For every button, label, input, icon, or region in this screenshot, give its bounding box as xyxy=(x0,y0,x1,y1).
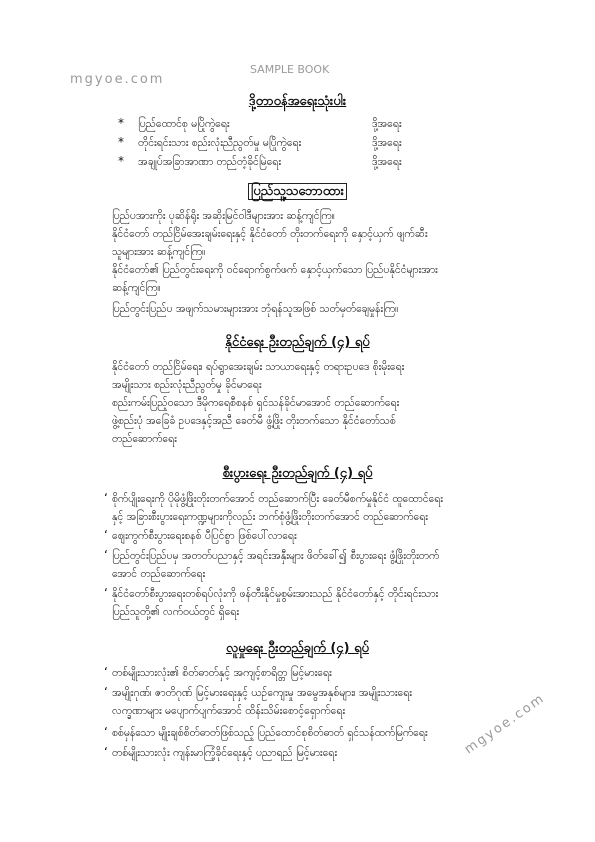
bullet-tick-icon: ʻ xyxy=(104,586,108,600)
bullet-star-icon: * xyxy=(118,116,124,130)
section1-item-2-tag: ဒို့အရေး xyxy=(372,137,402,149)
section1-title-wrap xyxy=(0,93,595,112)
section3-line-1: နိုင်ငံတော် တည်ငြိမ်ရေး၊ ရပ်ရွာအေးချမ်း သာယာရေးနှင့် တရားဥပဒေ စိုးမိုးရေး xyxy=(112,361,405,373)
section2-title-wrap xyxy=(0,183,595,202)
section5-line-1: တစ်မျိုးသားလုံး၏ စိတ်ဓာတ်နှင့် အကျင့်စာရိတ္တ မြင့်မားရေး xyxy=(112,667,332,679)
bullet-tick-icon: ʻ xyxy=(104,685,108,699)
section1-item-1-tag: ဒို့အရေး xyxy=(372,118,402,130)
section5-line-2: အမျိုးဂုဏ်၊ ဇာတိဂုဏ် မြင့်မားရေးနှင့် ယဉ်ကျေးမှု အမွေအနှစ်များ၊ အမျိုးသားရေး xyxy=(112,687,412,699)
section4-title: စီးပွားရေး ဦးတည်ချက် (၄) ရပ် xyxy=(222,466,373,481)
bullet-tick-icon: ʻ xyxy=(104,725,108,739)
section3-line-4: ဖွဲ့စည်းပုံ အခြေခံ ဥပဒေနှင့်အညီ ခေတ်မီ ဖွံ့ဖြိုး တိုးတက်သော နိုင်ငံတော်သစ် xyxy=(112,415,396,427)
section3-line-3: စည်းကမ်းပြည့်ဝသော ဒီမိုကရေစီစနစ် ရှင်သန်ခိုင်မာအောင် တည်ဆောက်ရေး xyxy=(112,397,400,409)
section4-title-wrap xyxy=(0,465,595,484)
section1-title: ဒို့တာဝန်အရေးသုံးပါး xyxy=(248,94,347,109)
section5-title: လူမှုရေး ဦးတည်ချက် (၄) ရပ် xyxy=(226,641,369,656)
bullet-tick-icon: ʻ xyxy=(104,548,108,562)
section5-title-wrap xyxy=(0,640,595,659)
bullet-tick-icon: ʻ xyxy=(104,665,108,679)
bullet-tick-icon: ʻ xyxy=(104,528,108,542)
bullet-star-icon: * xyxy=(118,154,124,168)
section1-item-2: တိုင်းရင်းသား စည်းလုံးညီညွတ်မှု မပြိုကွဲရေး xyxy=(138,137,302,149)
watermark-site: mgyoe.com xyxy=(70,72,165,87)
section2-line-3: သူများအား ဆန့်ကျင်ကြ။ xyxy=(112,246,206,258)
section2-line-6: ပြည်တွင်းပြည်ပ အဖျက်သမားများအား ဘုံရန်သူအဖြစ် သတ်မှတ်ချေမှုန်းကြ။ xyxy=(112,303,399,315)
section4-line-7: ပြည်သူတို့၏ လက်ဝယ်တွင် ရှိရေး xyxy=(112,606,239,618)
section4-line-2: နှင့် အခြားစီးပွားရေးကဏ္ဍများကိုလည်း ဘက်စုံဖွံ့ဖြိုးတိုးတက်အောင် တည်ဆောက်ရေး xyxy=(112,511,428,523)
section1-item-3: အချုပ်အခြာအာဏာ တည်တံ့ခိုင်မြဲရေး xyxy=(138,156,282,168)
section2-line-1: ပြည်ပအားကိုး ပုဆိန်ရိုး အဆိုးမြင်ဝါဒီများအား ဆန့်ကျင်ကြ။ xyxy=(112,210,335,222)
bullet-star-icon: * xyxy=(118,135,124,149)
section4-line-3: ဈေးကွက်စီးပွားရေးစနစ် ပီပြင်စွာ ဖြစ်ပေါ်လာရေး xyxy=(112,530,297,542)
bullet-tick-icon: ʻ xyxy=(104,491,108,505)
section4-line-5: အောင် တည်ဆောက်ရေး xyxy=(112,568,206,580)
watermark-site-diagonal: mgyoe.com xyxy=(462,690,548,758)
section3-line-5: တည်ဆောက်ရေး xyxy=(112,433,177,445)
section4-line-1: စိုက်ပျိုးရေးကို ပိုမိုဖွံ့ဖြိုးတိုးတက်အောင် တည်ဆောက်ပြီး ခေတ်မီစက်မှုနိုင်ငံ ထူထောင်ရေး xyxy=(112,493,443,505)
section1-item-3-tag: ဒို့အရေး xyxy=(372,156,402,168)
section2-line-5: ဆန့်ကျင်ကြ။ xyxy=(112,282,161,294)
section2-title: ပြည်သူ့သဘောထား xyxy=(248,183,347,200)
section1-item-1: ပြည်ထောင်စု မပြိုကွဲရေး xyxy=(138,118,230,130)
section2-line-4: နိုင်ငံတော်၏ ပြည်တွင်းရေးကို ဝင်ရောက်စွက်ဖက် နှောင့်ယှက်သော ပြည်ပနိုင်ငံများအား xyxy=(112,264,438,276)
watermark-sample-book: SAMPLE BOOK xyxy=(250,63,330,76)
section4-line-6: နိုင်ငံတော်စီးပွားရေးတစ်ရပ်လုံးကို ဖန်တီးနိုင်မှုစွမ်းအားသည် နိုင်ငံတော်နှင့် တိုင်းရင်းသား xyxy=(112,588,439,600)
section5-line-4: စစ်မှန်သော မျိုးချစ်စိတ်ဓာတ်ဖြစ်သည့် ပြည်ထောင်စုစိတ်ဓာတ် ရှင်သန်ထက်မြက်ရေး xyxy=(112,727,428,739)
section3-title-wrap xyxy=(0,334,595,353)
section3-line-2: အမျိုးသား စည်းလုံးညီညွတ်မှု ခိုင်မာရေး xyxy=(112,379,262,391)
section2-line-2: နိုင်ငံတော် တည်ငြိမ်အေးချမ်းရေးနှင့် နိုင်ငံတော် တိုးတက်ရေးကို နှောင့်ယှက် ဖျက်ဆီး xyxy=(112,228,428,240)
bullet-tick-icon: ʻ xyxy=(104,745,108,759)
section5-line-3: လက္ခဏာများ မပျောက်ပျက်အောင် ထိန်းသိမ်းစောင့်ရှောက်ရေး xyxy=(112,705,346,717)
section4-line-4: ပြည်တွင်းပြည်ပမှ အတတ်ပညာနှင့် အရင်းအနှီးများ ဖိတ်ခေါ်၍ စီးပွားရေး ဖွံ့ဖြိုးတိုးတက် xyxy=(112,550,440,562)
section3-title: နိုင်ငံရေး ဦးတည်ချက် (၄) ရပ် xyxy=(225,335,370,350)
section5-line-5: တစ်မျိုးသားလုံး ကျန်းမာကြံ့ခိုင်ရေးနှင့် ပညာရည် မြင့်မားရေး xyxy=(112,747,337,759)
